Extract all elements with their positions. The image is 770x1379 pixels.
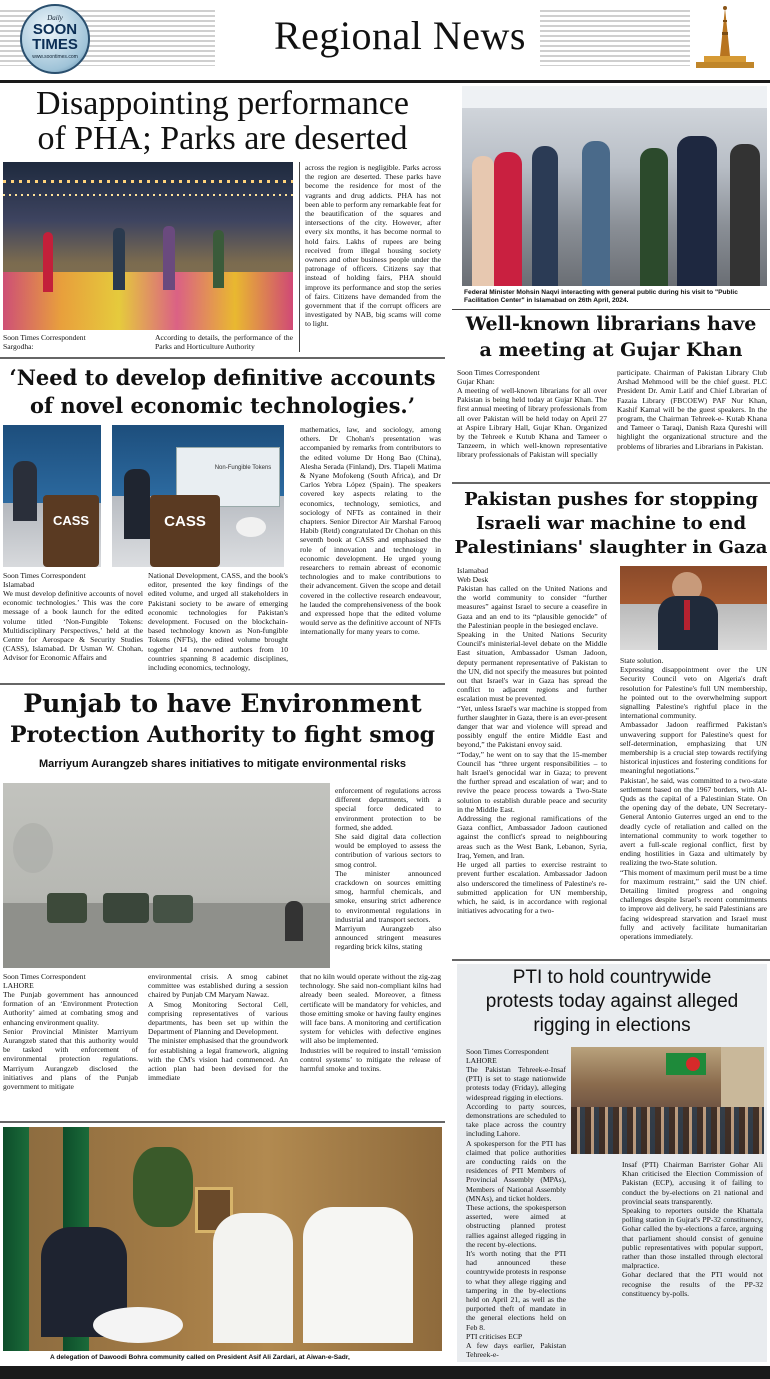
cass-headline-2: of novel economic technologies.’ <box>29 393 416 418</box>
cass-body-2: National Development, CASS, and the book's editor, presented the key findings of the edited volume, and urged all stakeholders in Pakistani society to be aware of emerging economic technologies for Pakistan's development. Focused on the blockchain-based technology known as Non-fungible Tokens (NFTs), the edited volume brought together 14 renowned authors from 10 countries spanning 8 academic disciplines, including economics, technology, <box>148 571 288 673</box>
pti-body-1: The Pakistan Tehreek-e-Insaf (PTI) is set to stage nationwide protests today (Friday), alleging widespread rigging in elections. According to party sources, demonstrations are scheduled to take place across the country including Lahore. A spokesperson for the PTI has claimed that police authorities are conducting raids on the residences of PTI Members of Provincial Assembly (MPAs), Members of National Assembly (MNAs), and ticket holders. These actions, the spokesperson asserted, were aimed at obstructing planned protest rallies against alleged rigging in the recent by-elections. It's worth noting that the PTI had announced these countrywide protests in response to what they allege rigging and tampering in the by-elections held on April 21, as well as the purported theft of mandate in the general elections held on Feb 8. PTI criticises ECP A few days earlier, Pakistan Tehreek-e- <box>466 1065 566 1360</box>
gaza-byline-2: Web Desk <box>457 575 489 584</box>
gaza-byline-1: Islamabad <box>457 566 489 575</box>
librarians-headline-1: Well-known librarians have <box>465 313 757 335</box>
masthead-rule <box>0 80 770 83</box>
zardari-photo <box>3 1127 442 1351</box>
logo <box>20 4 90 74</box>
pha-photo <box>3 162 293 330</box>
cass-podium-logo-1: CASS <box>52 513 90 528</box>
cass-byline-2: Islamabad <box>3 580 35 589</box>
cass-photo-2 <box>112 425 284 567</box>
smog-subhead: Marriyum Aurangzeb shares initiatives to mitigate environmental risks <box>39 758 406 770</box>
smog-body-3: enforcement of regulations across different departments, with a special force dedicated to environment protection to be formed, she added. She said digital data collection would be employed to assess the contribution of various sectors to smog control. The minister announced crackdown on sources emitting smog, harmful chemicals, and smoke, ensuring strict adherence to environmental regulations in industrial and transport sectors. Marriyum Aurangzeb also announced stringent measures regarding brick kilns, stating <box>335 786 441 952</box>
gaza-headline-3: Palestinians' slaughter in Gaza <box>454 537 768 558</box>
pti-headline-3: rigging in elections <box>533 1015 691 1036</box>
librarians-byline-1: Soon Times Correspondent <box>457 368 540 377</box>
logo-soon: SOON <box>32 21 78 38</box>
cass-screen-text: Non-Fungible Tokens <box>214 465 272 471</box>
pti-byline-1: Soon Times Correspondent <box>466 1047 549 1056</box>
smog-body-2: environmental crisis. A smog cabinet committee was established during a session chaired by Punjab CM Maryam Nawaz. A Smog Monitoring Sectoral Cell, comprising representatives of various departments, has been set up within the Department of Planning and Development. The minister emphasised that the groundwork for establishing a legal framework, aligning with the CM's vision had commenced. An action plan had been devised for the immediate <box>148 972 288 1083</box>
masthead <box>0 0 770 82</box>
gaza-body-1: Pakistan has called on the United Nations and the world community to consider “further measures” against Israel to secure a ceasefire in Gaza and an end to its “plausible genocide” of the Palestinian people in the besieged enclave. Speaking in the United Nations Security Council's ministerial-level debate on the Middle East situation, Ambassador Usman Jadoon, deputy permanent representative of Pakistan to the UN, did not specify the measures but pointed out that Israel's war in Gaza has spread the conflict to adjacent regions and further escalation must be prevented. “Yet, unless Israel's war machine is stopped from further slaughter in Gaza, there is an ever-present danger that war and violence will spread and possibly engulf the entire Middle East and beyond,” the Pakistani envoy said. “Today,” he went on to say that the 15-member Council has “three urgent responsibilities – to halt Israel's genocidal war in Gaza; to prevent the further spread and escalation of war; and to revive the peace process towards a Two-State solution to establish durable peace and security in the Middle East. Addressing the regional ramifications of the Gaza conflict, Ambassador Jadoon cautioned against the conflict's spread to neighbouring areas such as the West Bank, Lebanon, Syria, Iraq, Yemen, and Iran. He urged all parties to exercise restraint to prevent further escalation. Ambassador Jadoon also underscored the timeliness of Palestine's re-submitted application for UN membership, which, he said, is in accordance with regional initiatives advocating for a two- <box>457 584 607 916</box>
smog-byline-2: LAHORE <box>3 981 34 990</box>
pha-headline-1: Disappointing performance <box>36 86 409 122</box>
pti-byline-2: LAHORE <box>466 1056 497 1065</box>
gaza-photo <box>620 566 767 650</box>
gaza-headline-2: Israeli war machine to end <box>475 513 747 534</box>
logo-tagline: www.soontimes.com <box>32 54 78 60</box>
minar-icon <box>692 2 758 76</box>
smog-byline-1: Soon Times Correspondent <box>3 972 86 981</box>
bottom-bar <box>0 1366 770 1379</box>
gaza-body-2: State solution. Expressing disappointment over the UN Security Council veto on Algeria's draft resolution for Palestine's full UN membership, he pointed out to the overwhelming support signalling Palestine's rightful place in the international community. Ambassador Jadoon reaffirmed Pakistan's unwavering support for Palestine's quest for self-determination, emphasizing that UN membership is a crucial step towards rectifying historical injustices and fostering conditions for meaningful negotiations.” Pakistan', he said, was committed to a two-state settlement based on the 1967 borders, with Al-Quds as the capital of a Palestinian State. On the opening day of the debate, UN Secretary-General Antonio Guterres urged an end to the deadly cycle of retaliation and called on the international community to work together to avert a full-scale regional conflict, first by ending hostilities in Gaza and ultimately by realizing the two-State solution. “This moment of maximum peril must be a time for maximum restraint,” said the UN chief. Detailing limited progress and ongoing challenges despite Israel's recent commitments to improve aid delivery, he said Palestinians are facing widespread starvation and Israel must fully and actively facilitate humanitarian operations immediately. <box>620 656 767 942</box>
pha-body-2: across the region is negligible. Parks across the region are deserted. These parks have become the residence for most of the vagrants and drug addicts. PHA has not been able to perform any remarkable feat for the beautification of the squares and intersections of the city. However, after every six months, it has become normal to hold fairs. Lakhs of rupees are being received from illegal housing society owners and other business people under the patronage of officers. Citizens say that instead of holding fairs, PHA should improve its performance and stop the series of fairs. Citizens have demanded from the government that if the corrupt officers are investigated by NAB, big scams will come to light. <box>305 163 441 329</box>
logo-times: TIMES <box>32 36 78 53</box>
pha-body-1: According to details, the performance of the Parks and Horticulture Authority <box>155 333 293 352</box>
cass-body-1: We must develop definitive accounts of novel economic technologies.’ This was the core message of a book launch for the edited volume titled ‘Non-Fungible Tokens: Multidisciplinary Perspectives,’ held at the Centre for Aerospace & Security Studies (CASS), Islamabad. Dr Usman W. Chohan, Advisor for Economic Affairs and <box>3 589 143 663</box>
zardari-caption: A delegation of Dawoodi Bohra community called on President Asif Ali Zardari, at Aiwan-e-Sadr, <box>50 1354 350 1361</box>
pti-headline-2: protests today against alleged <box>485 991 739 1012</box>
pha-byline-1: Soon Times Correspondent <box>3 333 86 342</box>
pti-body-2: Insaf (PTI) Chairman Barrister Gohar Ali Khan criticised the Election Commission of Pakistan (ECP), accusing it of failing to conduct the by-elections on 21 national and provincial seats transparently. Speaking to reporters outside the Khattala polling station in Gujrat's PP-32 constituency, Gohar called the by-elections a farce, arguing that parliament should consist of genuine public representatives with popular support, rather than those installed through electoral malpractice. Gohar declared that the PTI would not recognise the results of the PP-32 constituency by-polls. <box>622 1160 763 1298</box>
cass-podium-logo-2: CASS <box>164 513 206 530</box>
librarians-body-1: A meeting of well-known librarians for all over Pakistan is being held today at Gujar Khan. The first annual meeting of library professionals from all over Pakistan will be held today on April 27 at Aspire Library Hall, Gujar Khan. Organized by the Tehreek e Kutub Khana and Tameer o Tanzeem, in which well-known representative library professionals of Pakistan will specially <box>457 386 607 460</box>
pha-byline-2: Sargodha: <box>3 342 34 351</box>
smog-body-4: that no kiln would operate without the zig-zag technology. She said non-compliant kilns had already been sealed. Moreover, a fitness certificate will be mandatory for vehicles, and those emitting smoke or having faulty engines will face bans. A monitoring and certification system for vehicles with defective engines will also be implemented. Industries will be required to install ‘emission control systems’ to mitigate the release of harmful smoke and toxins. <box>300 972 441 1074</box>
naqvi-photo <box>462 86 767 286</box>
librarians-headline-2: a meeting at Gujar Khan <box>479 339 743 361</box>
logo-small-text: Daily <box>47 14 63 22</box>
naqvi-caption: Federal Minister Mohsin Naqvi interacting with general public during his visit to "Public Facilitation Center" in Islamabad on 26th April, 2024. <box>464 289 738 304</box>
cass-body-3: mathematics, law, and sociology, among others. Dr Chohan's presentation was accompanied by remarks from contributors to the edited volume Dr Hong Bao (China), Alesha Serada (Finland), Drs. Tlapeli Matima & Nyane Mofokeng (South Africa), and Dr Carlos Yebra López (Spain). The speakers covered key aspects relating to the economics, technology, semiotics, and sociology of NFTs as contained in their chapters. Senior Director Air Marshal Farooq Habib (Retd) congratulated Dr Chohan on this seventh book at CASS and emphasised the role of innovation and technology in economic development. He urged young researchers to remain abreast of economic technologies and to make contributions to their advancement. Given the scope and detail covered in the collective research endeavour, he lauded the comprehensiveness of the book and expressed hope that the edited volume would serve as the definitive account of NFTs internationally for many years to come. <box>300 425 441 637</box>
section-title: Regional News <box>273 13 526 58</box>
cass-headline-1: ‘Need to develop definitive accounts <box>9 365 436 390</box>
librarians-byline-2: Gujar Khan: <box>457 377 495 386</box>
smog-body-1: The Punjab government has announced formation of an ‘Environment Protection Authority’ aimed at combating smog and enhancing environment quality. Senior Provincial Minister Marriyum Aurangzeb stated that this authority would be tasked with enforcement of environmental protection regulations. Marriyum Aurangzeb disclosed the initiatives and plans of the Punjab government to mitigate <box>3 990 138 1092</box>
smog-headline-2: Protection Authority to fight smog <box>9 722 436 748</box>
cass-photo-1 <box>3 425 101 567</box>
cass-byline-1: Soon Times Correspondent <box>3 571 86 580</box>
pha-headline-2: of PHA; Parks are deserted <box>37 121 408 157</box>
smog-headline-1: Punjab to have Environment <box>23 689 422 718</box>
librarians-body-2: participate. Chairman of Pakistan Library Club Arshad Mehmood will be the chief guest. PLC President Dr. Amir Latif and Chief Librarian of Fazaia Library (FBCOEW) PAF Nur Khan, Kashif Kamal will be the guest speakers. In the program, the Chairman Tehreek-e- Kutab Khana and Tameer o Taraqi, Danish Raza Qureshi will highlight the organizational structure and the problems of libraries and Librarians in Pakistan. <box>617 368 767 451</box>
pti-photo <box>571 1047 764 1154</box>
gaza-headline-1: Pakistan pushes for stopping <box>464 489 758 510</box>
smog-photo <box>3 783 330 968</box>
pti-headline-1: PTI to hold countrywide <box>512 967 712 988</box>
